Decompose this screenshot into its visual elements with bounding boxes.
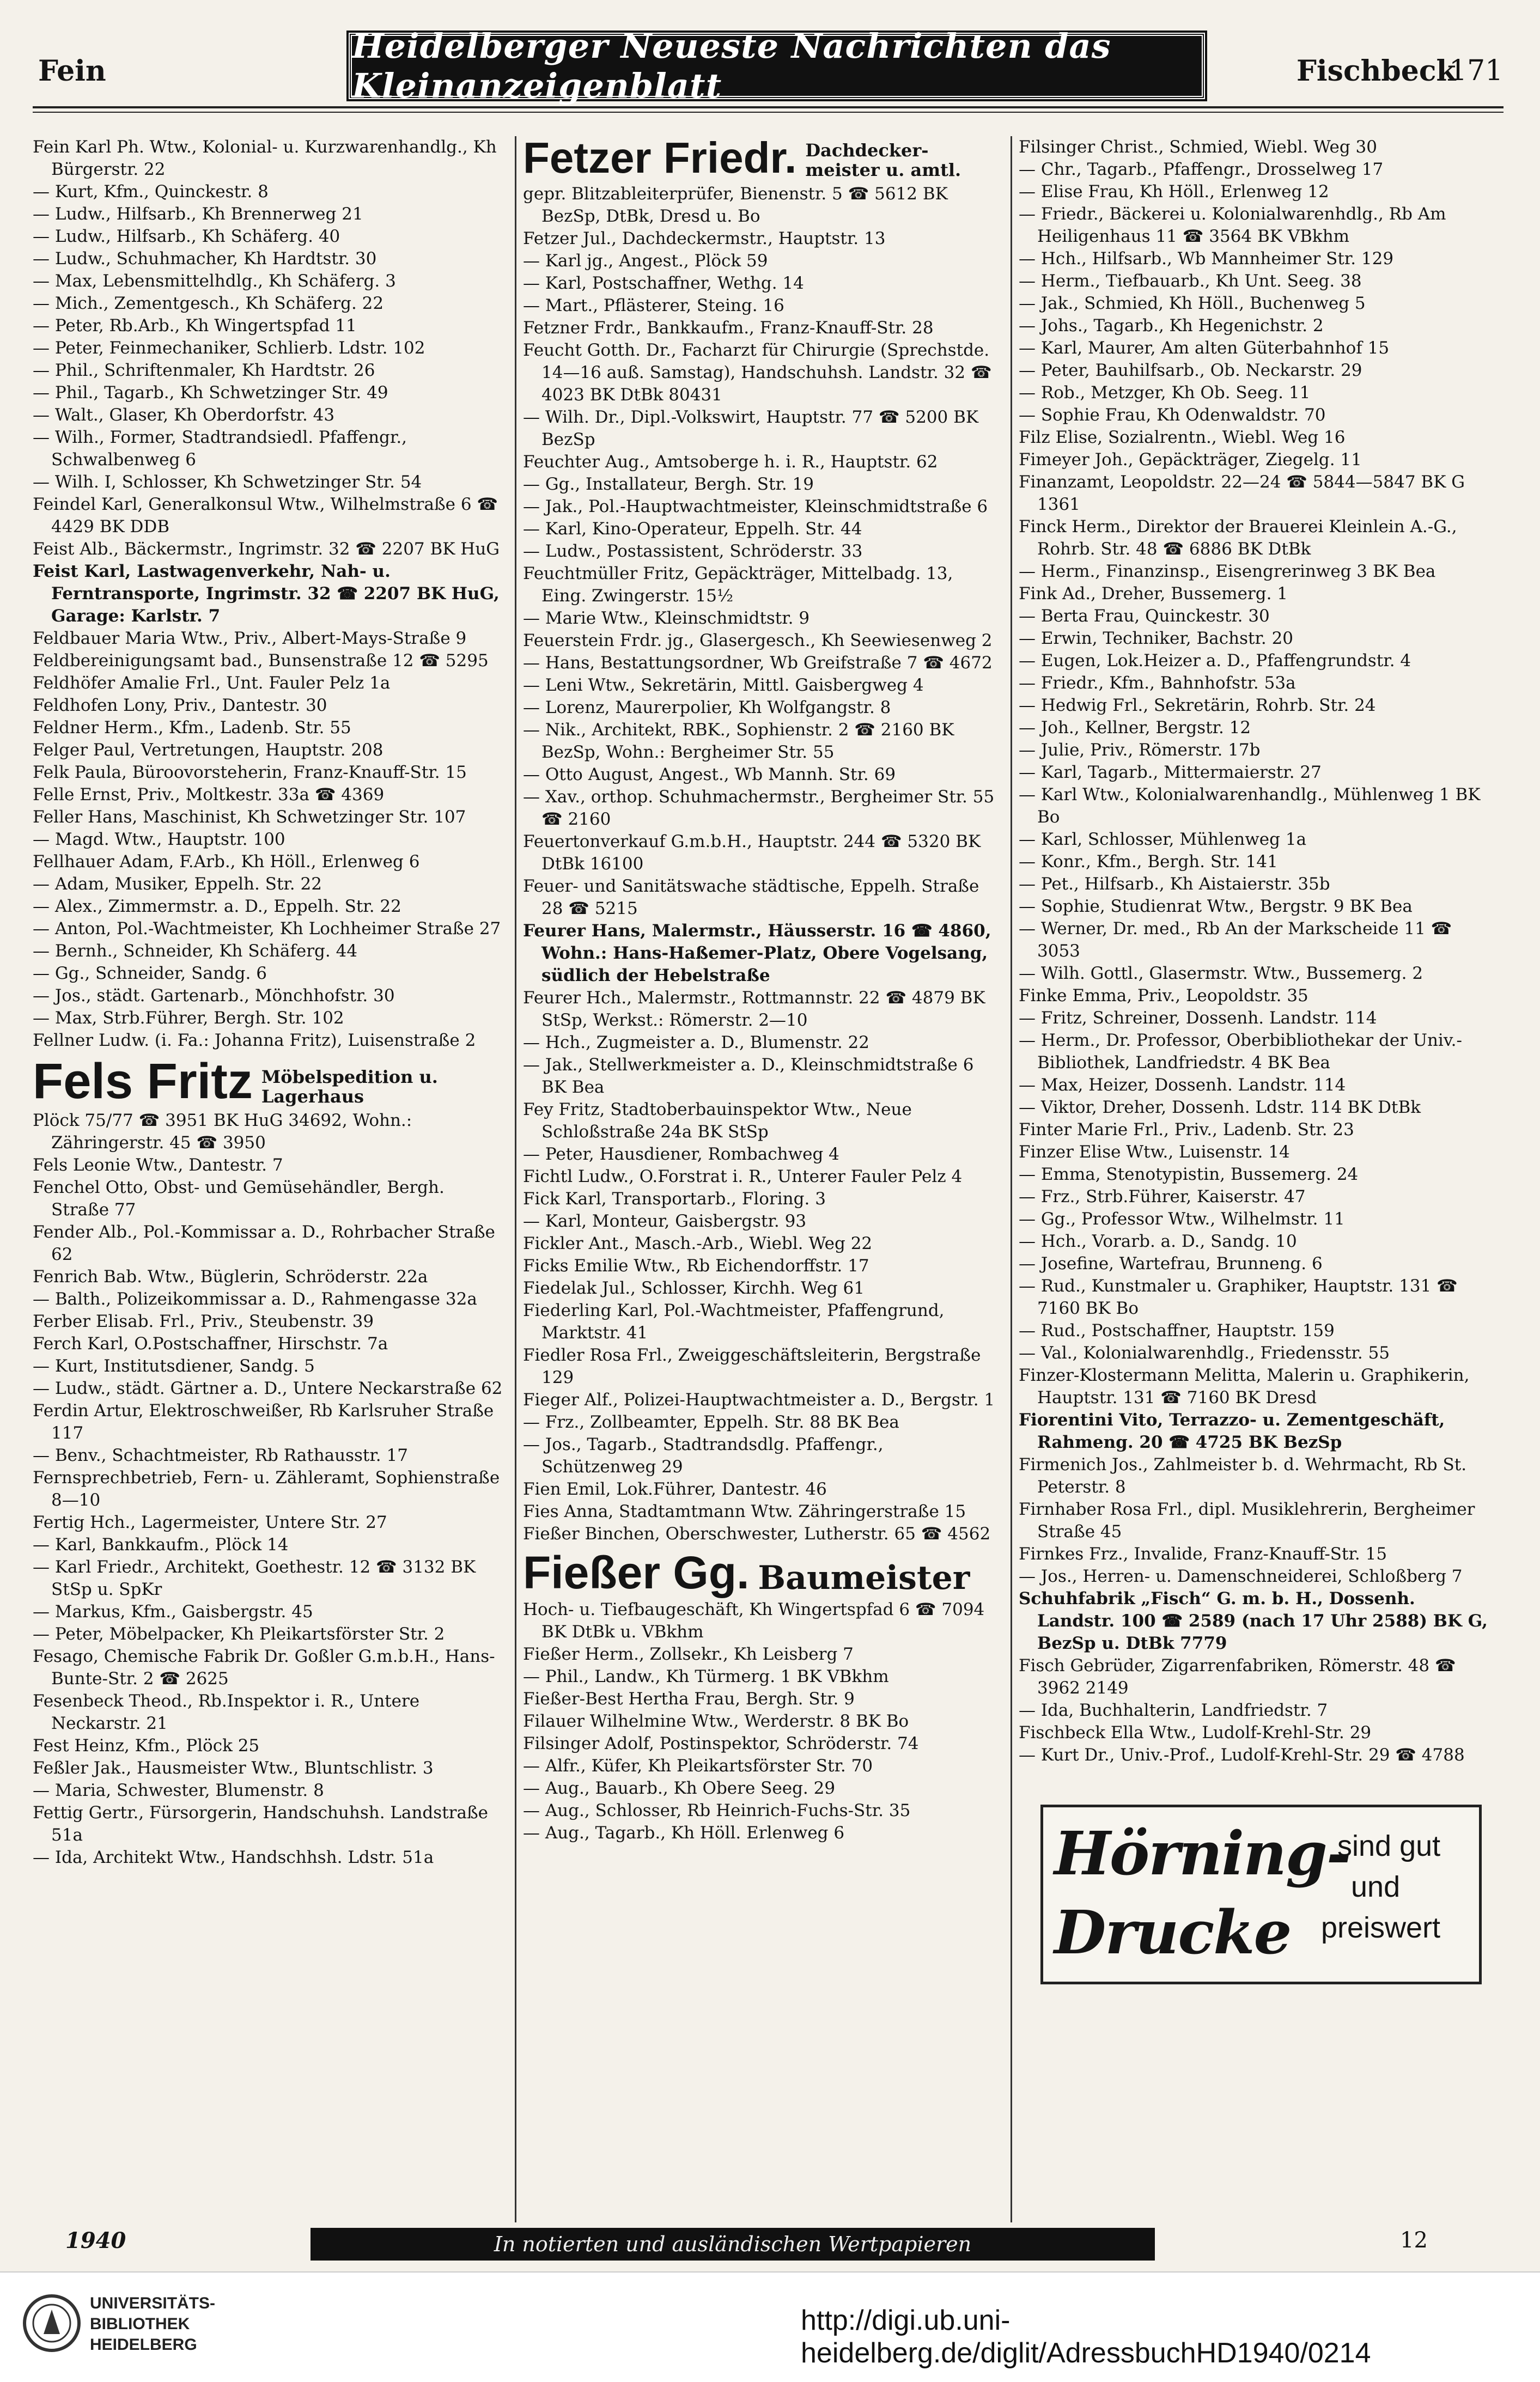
- directory-entry: — Herm., Tiefbauarb., Kh Unt. Seeg. 38: [1019, 271, 1362, 291]
- directory-entry: — Fritz, Schreiner, Dossenh. Landstr. 114: [1019, 1008, 1377, 1028]
- directory-entry: Fisch Gebrüder, Zigarrenfabriken, Römerstr. 48 ☎ 3962 2149: [1019, 1656, 1456, 1698]
- directory-entry: Fey Fritz, Stadtoberbauinspektor Wtw., Neue Schloßstraße 24a BK StSp: [523, 1100, 912, 1142]
- directory-entry: Fiederling Karl, Pol.-Wachtmeister, Pfaffengrund, Marktstr. 41: [523, 1301, 945, 1343]
- directory-entry: Ferch Karl, O.Postschaffner, Hirschstr. 7a: [33, 1334, 388, 1354]
- directory-entry: Feuertonverkauf G.m.b.H., Hauptstr. 244 ☎ 5320 BK DtBk 16100: [523, 832, 981, 874]
- directory-entry: — Leni Wtw., Sekretärin, Mittl. Gaisbergweg 4: [523, 675, 924, 695]
- directory-entry: — Peter, Bauhilfsarb., Ob. Neckarstr. 29: [1019, 361, 1362, 380]
- directory-entry: — Konr., Kfm., Bergh. Str. 141: [1019, 852, 1278, 872]
- directory-entry: Fels Leonie Wtw., Dantestr. 7: [33, 1155, 283, 1175]
- directory-entry: — Karl, Tagarb., Mittermaierstr. 27: [1019, 763, 1322, 782]
- directory-entry: — Gg., Schneider, Sandg. 6: [33, 964, 267, 983]
- directory-entry: — Karl, Maurer, Am alten Güterbahnhof 15: [1019, 338, 1390, 358]
- directory-entry: Finzer Elise Wtw., Luisenstr. 14: [1019, 1142, 1290, 1162]
- header-left-word: Fein: [38, 54, 106, 88]
- directory-entry: Fießer Binchen, Oberschwester, Lutherstr. 65 ☎ 4562: [523, 1524, 991, 1544]
- directory-entry: Fesago, Chemische Fabrik Dr. Goßler G.m.b.H., Hans-Bunte-Str. 2 ☎ 2625: [33, 1647, 495, 1689]
- footer-year: 1940: [65, 2228, 126, 2253]
- directory-entry: Fickler Ant., Masch.-Arb., Wiebl. Weg 22: [523, 1234, 873, 1253]
- header-rule-thin: [33, 112, 1504, 113]
- directory-entry: Fichtl Ludw., O.Forstrat i. R., Unterer Fauler Pelz 4: [523, 1167, 963, 1186]
- directory-entry: Fenrich Bab. Wtw., Büglerin, Schröderstr. 22a: [33, 1267, 428, 1287]
- fetzer-name: Fetzer Friedr.: [523, 133, 797, 182]
- directory-entry: Fien Emil, Lok.Führer, Dantestr. 46: [523, 1479, 827, 1499]
- directory-entry: — Val., Kolonialwarenhdlg., Friedensstr. 55: [1019, 1343, 1390, 1363]
- directory-entry: Feist Karl, Lastwagenverkehr, Nah- u. Ferntransporte, Ingrimstr. 32 ☎ 2207 BK HuG, Garage: Karlstr. 7: [33, 562, 500, 626]
- directory-entry: Fießer Herm., Zollsekr., Kh Leisberg 7: [523, 1644, 854, 1664]
- directory-entry: — Johs., Tagarb., Kh Hegenichstr. 2: [1019, 316, 1324, 336]
- directory-entry: — Karl, Bankkaufm., Plöck 14: [33, 1535, 289, 1555]
- directory-entry: — Max, Strb.Führer, Bergh. Str. 102: [33, 1008, 344, 1028]
- directory-entry: — Kurt, Institutsdiener, Sandg. 5: [33, 1356, 315, 1376]
- header-page-number: 171: [1449, 54, 1504, 87]
- hoerning-ad-word1: Hörning-: [1054, 1818, 1350, 1888]
- directory-entry: — Rud., Postschaffner, Hauptstr. 159: [1019, 1321, 1335, 1341]
- directory-entry: Feucht Gotth. Dr., Facharzt für Chirurgie (Sprechstde. 14—16 auß. Samstag), Handschuhsh. Landstr. 32 ☎ 4023 BK DtBk 80431: [523, 340, 992, 405]
- directory-entry: — Magd. Wtw., Hauptstr. 100: [33, 830, 285, 849]
- directory-entry: Feller Hans, Maschinist, Kh Schwetzinger Str. 107: [33, 807, 466, 827]
- directory-entry: Finanzamt, Leopoldstr. 22—24 ☎ 5844—5847 BK G 1361: [1019, 472, 1465, 514]
- directory-entry: Felk Paula, Büroovorsteherin, Franz-Knauff-Str. 15: [33, 763, 467, 782]
- page-header: [33, 16, 1504, 106]
- directory-entry: Fetzer Jul., Dachdeckermstr., Hauptstr. 13: [523, 229, 886, 248]
- column-3-entries: [1019, 136, 1493, 1766]
- fels-fritz-sub-line2: Lagerhaus: [261, 1086, 364, 1107]
- directory-entry: — Phil., Landw., Kh Türmerg. 1 BK VBkhm: [523, 1667, 889, 1686]
- column-2: [523, 133, 997, 1844]
- directory-entry: — Gg., Installateur, Bergh. Str. 19: [523, 474, 814, 494]
- directory-entry: — Adam, Musiker, Eppelh. Str. 22: [33, 874, 322, 894]
- directory-entry: Plöck 75/77 ☎ 3951 BK HuG 34692, Wohn.: Zähringerstr. 45 ☎ 3950: [33, 1111, 412, 1153]
- directory-entry: Fernsprechbetrieb, Fern- u. Zähleramt, Sophienstraße 8—10: [33, 1468, 500, 1510]
- directory-entry: Feuchtmüller Fritz, Gepäckträger, Mittelbadg. 13, Eing. Zwingerstr. 15½: [523, 564, 953, 606]
- directory-entry: — Emma, Stenotypistin, Bussemerg. 24: [1019, 1165, 1359, 1184]
- directory-entry: — Rud., Kunstmaler u. Graphiker, Hauptstr. 131 ☎ 7160 BK Bo: [1019, 1276, 1458, 1318]
- directory-entry: Felle Ernst, Priv., Moltkestr. 33a ☎ 4369: [33, 785, 385, 805]
- directory-entry: Fiedler Rosa Frl., Zweiggeschäftsleiterin, Bergstraße 129: [523, 1345, 981, 1387]
- directory-entry: Feldhofen Lony, Priv., Dantestr. 30: [33, 696, 327, 715]
- directory-entry: — Herm., Finanzinsp., Eisengrerinweg 3 BK Bea: [1019, 562, 1436, 581]
- directory-entry: — Karl, Postschaffner, Wethg. 14: [523, 273, 804, 293]
- directory-entry: gepr. Blitzableiterprüfer, Bienenstr. 5 ☎ 5612 BK BezSp, DtBk, Dresd u. Bo: [523, 184, 948, 226]
- directory-entry: — Kurt, Kfm., Quinckestr. 8: [33, 182, 269, 202]
- hoerning-ad: [1040, 1805, 1482, 1984]
- directory-entry: — Julie, Priv., Römerstr. 17b: [1019, 740, 1261, 760]
- directory-entry: — Jos., Herren- u. Damenschneiderei, Schloßberg 7: [1019, 1567, 1463, 1586]
- directory-entry: — Xav., orthop. Schuhmachermstr., Bergheimer Str. 55 ☎ 2160: [523, 787, 995, 829]
- column-2-entries-a: [523, 183, 997, 1545]
- directory-entry: Fertig Hch., Lagermeister, Untere Str. 27: [33, 1513, 387, 1532]
- column-divider-2: [1011, 136, 1012, 2222]
- directory-entry: Fies Anna, Stadtamtmann Wtw. Zähringerstraße 15: [523, 1502, 966, 1521]
- directory-entry: — Karl Wtw., Kolonialwarenhandlg., Mühlenweg 1 BK Bo: [1019, 785, 1481, 827]
- directory-entry: — Alfr., Küfer, Kh Pleikartsförster Str. 70: [523, 1756, 873, 1776]
- directory-entry: — Jos., Tagarb., Stadtrandsdlg. Pfaffengr., Schützenweg 29: [523, 1435, 884, 1477]
- directory-entry: Feist Alb., Bäckermstr., Ingrimstr. 32 ☎ 2207 BK HuG: [33, 539, 500, 559]
- directory-entry: Feurer Hch., Malermstr., Rottmannstr. 22 ☎ 4879 BK StSp, Werkst.: Römerstr. 2—10: [523, 988, 985, 1030]
- directory-entry: — Markus, Kfm., Gaisbergstr. 45: [33, 1602, 313, 1622]
- directory-entry: — Sophie, Studienrat Wtw., Bergstr. 9 BK Bea: [1019, 897, 1413, 916]
- directory-entry: Ficks Emilie Wtw., Rb Eichendorffstr. 17: [523, 1256, 869, 1276]
- directory-entry: Filz Elise, Sozialrentn., Wiebl. Weg 16: [1019, 428, 1346, 447]
- directory-entry: — Ludw., Postassistent, Schröderstr. 33: [523, 541, 863, 561]
- directory-entry: — Jak., Schmied, Kh Höll., Buchenweg 5: [1019, 294, 1366, 313]
- directory-entry: — Peter, Möbelpacker, Kh Pleikartsförster Str. 2: [33, 1624, 445, 1644]
- directory-entry: Finck Herm., Direktor der Brauerei Kleinlein A.-G., Rohrb. Str. 48 ☎ 6886 BK DtBk: [1019, 517, 1457, 559]
- directory-entry: — Mich., Zementgesch., Kh Schäferg. 22: [33, 294, 384, 313]
- directory-entry: — Werner, Dr. med., Rb An der Markscheide 11 ☎ 3053: [1019, 919, 1452, 961]
- directory-entry: — Benv., Schachtmeister, Rb Rathausstr. 17: [33, 1446, 408, 1465]
- directory-entry: Fiorentini Vito, Terrazzo- u. Zementgeschäft, Rahmeng. 20 ☎ 4725 BK BezSp: [1019, 1410, 1445, 1452]
- directory-entry: — Alex., Zimmermstr. a. D., Eppelh. Str. 22: [33, 897, 401, 916]
- library-name-line3: HEIDELBERG: [90, 2336, 197, 2354]
- directory-entry: Felger Paul, Vertretungen, Hauptstr. 208: [33, 740, 384, 760]
- directory-entry: — Balth., Polizeikommissar a. D., Rahmengasse 32a: [33, 1289, 477, 1309]
- fiesser-ad: [523, 1547, 997, 1598]
- directory-entry: — Viktor, Dreher, Dossenh. Ldstr. 114 BK DtBk: [1019, 1098, 1421, 1117]
- column-3: [1019, 136, 1493, 1984]
- directory-entry: Ferber Elisab. Frl., Priv., Steubenstr. 39: [33, 1312, 374, 1331]
- directory-entry: — Wilh. Dr., Dipl.-Volkswirt, Hauptstr. 77 ☎ 5200 BK BezSp: [523, 407, 979, 449]
- header-banner: Heidelberger Neueste Nachrichten das Kleinanzeigenblatt: [349, 33, 1205, 99]
- source-url-link[interactable]: http://digi.ub.uni-heidelberg.de/diglit/AdressbuchHD1940/0214: [801, 2305, 1371, 2369]
- directory-entry: Fimeyer Joh., Gepäckträger, Ziegelg. 11: [1019, 450, 1362, 470]
- directory-entry: — Karl jg., Angest., Plöck 59: [523, 251, 768, 271]
- directory-entry: Fiedelak Jul., Schlosser, Kirchh. Weg 61: [523, 1278, 865, 1298]
- directory-entry: — Rob., Metzger, Kh Ob. Seeg. 11: [1019, 383, 1311, 403]
- directory-entry: Fetzner Frdr., Bankkaufm., Franz-Knauff-Str. 28: [523, 318, 934, 338]
- directory-entry: Fesenbeck Theod., Rb.Inspektor i. R., Untere Neckarstr. 21: [33, 1691, 420, 1733]
- directory-entry: — Pet., Hilfsarb., Kh Aistaierstr. 35b: [1019, 874, 1330, 894]
- directory-entry: — Jos., städt. Gartenarb., Mönchhofstr. 30: [33, 986, 395, 1006]
- directory-entry: — Joh., Kellner, Bergstr. 12: [1019, 718, 1251, 738]
- directory-entry: Ferdin Artur, Elektroschweißer, Rb Karlsruher Straße 117: [33, 1401, 494, 1443]
- directory-entry: Fenchel Otto, Obst- und Gemüsehändler, Bergh. Straße 77: [33, 1178, 445, 1220]
- directory-entry: — Ludw., Hilfsarb., Kh Schäferg. 40: [33, 227, 340, 246]
- directory-entry: Feldbereinigungsamt bad., Bunsenstraße 12 ☎ 5295: [33, 651, 489, 671]
- header-rule: [33, 106, 1504, 108]
- fels-fritz-ad: [33, 1053, 507, 1109]
- directory-entry: — Josefine, Wartefrau, Brunneng. 6: [1019, 1254, 1323, 1274]
- directory-entry: Feßler Jak., Hausmeister Wtw., Bluntschlistr. 3: [33, 1758, 434, 1778]
- directory-entry: — Hedwig Frl., Sekretärin, Rohrb. Str. 24: [1019, 696, 1376, 715]
- directory-entry: Fießer-Best Hertha Frau, Bergh. Str. 9: [523, 1689, 855, 1709]
- directory-entry: — Peter, Rb.Arb., Kh Wingertspfad 11: [33, 316, 357, 336]
- directory-entry: — Jak., Stellwerkmeister a. D., Kleinschmidtstraße 6 BK Bea: [523, 1055, 974, 1097]
- directory-entry: — Sophie Frau, Kh Odenwaldstr. 70: [1019, 405, 1326, 425]
- directory-entry: — Anton, Pol.-Wachtmeister, Kh Lochheimer Straße 27: [33, 919, 501, 939]
- directory-entry: — Wilh., Former, Stadtrandsiedl. Pfaffengr., Schwalbenweg 6: [33, 428, 407, 470]
- directory-entry: Feurer Hans, Malermstr., Häusserstr. 16 ☎ 4860, Wohn.: Hans-Haßemer-Platz, Obere Vogelsang, südlich der Hebelstraße: [523, 921, 991, 985]
- directory-entry: — Ludw., städt. Gärtner a. D., Untere Neckarstraße 62: [33, 1379, 503, 1398]
- directory-entry: Schuhfabrik „Fisch“ G. m. b. H., Dossenh. Landstr. 100 ☎ 2589 (nach 17 Uhr 2588) BK G, BezSp u. DtBk 7779: [1019, 1589, 1488, 1653]
- column-1-entries-a: [33, 136, 507, 1052]
- directory-entry: — Kurt Dr., Univ.-Prof., Ludolf-Krehl-Str. 29 ☎ 4788: [1019, 1745, 1465, 1765]
- directory-entry: Fieger Alf., Polizei-Hauptwachtmeister a. D., Bergstr. 1: [523, 1390, 995, 1410]
- directory-entry: — Friedr., Kfm., Bahnhofstr. 53a: [1019, 673, 1296, 693]
- directory-entry: — Ludw., Hilfsarb., Kh Brennerweg 21: [33, 204, 363, 224]
- directory-entry: Feldhöfer Amalie Frl., Unt. Fauler Pelz 1a: [33, 673, 391, 693]
- directory-entry: — Marie Wtw., Kleinschmidtstr. 9: [523, 608, 810, 628]
- directory-entry: — Walt., Glaser, Kh Oberdorfstr. 43: [33, 405, 335, 425]
- fiesser-sub: Baumeister: [758, 1559, 970, 1597]
- fels-fritz-name: Fels Fritz: [33, 1053, 253, 1109]
- fiesser-name: Fießer Gg.: [523, 1547, 750, 1598]
- directory-entry: Feldner Herm., Kfm., Ladenb. Str. 55: [33, 718, 351, 738]
- directory-entry: — Aug., Schlosser, Rb Heinrich-Fuchs-Str. 35: [523, 1801, 911, 1820]
- directory-entry: — Aug., Bauarb., Kh Obere Seeg. 29: [523, 1778, 836, 1798]
- directory-entry: — Friedr., Bäckerei u. Kolonialwarenhdlg., Rb Am Heiligenhaus 11 ☎ 3564 BK VBkhm: [1019, 204, 1446, 246]
- directory-entry: — Chr., Tagarb., Pfaffengr., Drosselweg 17: [1019, 160, 1384, 179]
- fetzer-sub-line1: Dachdecker-: [805, 140, 929, 161]
- directory-entry: — Karl, Monteur, Gaisbergstr. 93: [523, 1211, 807, 1231]
- directory-entry: — Erwin, Techniker, Bachstr. 20: [1019, 629, 1294, 648]
- directory-entry: — Lorenz, Maurerpolier, Kh Wolfgangstr. 8: [523, 698, 891, 717]
- fels-fritz-sub: [261, 1067, 438, 1106]
- directory-entry: — Maria, Schwester, Blumenstr. 8: [33, 1781, 324, 1800]
- directory-entry: Hoch- u. Tiefbaugeschäft, Kh Wingertspfad 6 ☎ 7094 BK DtBk u. VBkhm: [523, 1600, 985, 1642]
- directory-entry: — Karl Friedr., Architekt, Goethestr. 12 ☎ 3132 BK StSp u. SpKr: [33, 1557, 476, 1599]
- directory-entry: Feuchter Aug., Amtsoberge h. i. R., Hauptstr. 62: [523, 452, 938, 472]
- directory-entry: Finzer-Klostermann Melitta, Malerin u. Graphikerin, Hauptstr. 131 ☎ 7160 BK Dresd: [1019, 1366, 1470, 1408]
- directory-entry: Feuerstein Frdr. jg., Glasergesch., Kh Seewiesenweg 2: [523, 631, 993, 650]
- directory-entry: — Karl, Schlosser, Mühlenweg 1a: [1019, 830, 1307, 849]
- directory-entry: — Phil., Schriftenmaler, Kh Hardtstr. 26: [33, 361, 375, 380]
- directory-entry: — Phil., Tagarb., Kh Schwetzinger Str. 49: [33, 383, 388, 403]
- directory-entry: — Frz., Zollbeamter, Eppelh. Str. 88 BK Bea: [523, 1412, 899, 1432]
- directory-entry: Feldbauer Maria Wtw., Priv., Albert-Mays-Straße 9: [33, 629, 467, 648]
- directory-entry: — Hch., Vorarb. a. D., Sandg. 10: [1019, 1232, 1297, 1251]
- directory-entry: — Otto August, Angest., Wb Mannh. Str. 69: [523, 765, 896, 784]
- directory-entry: — Mart., Pflästerer, Steing. 16: [523, 296, 784, 315]
- directory-entry: — Wilh. Gottl., Glasermstr. Wtw., Bussemerg. 2: [1019, 964, 1423, 983]
- directory-entry: — Peter, Hausdiener, Rombachweg 4: [523, 1144, 839, 1164]
- fels-fritz-sub-line1: Möbelspedition u.: [261, 1067, 438, 1087]
- directory-entry: — Ida, Buchhalterin, Landfriedstr. 7: [1019, 1701, 1328, 1720]
- directory-entry: — Aug., Tagarb., Kh Höll. Erlenweg 6: [523, 1823, 845, 1843]
- directory-entry: Firnkes Frz., Invalide, Franz-Knauff-Str. 15: [1019, 1544, 1387, 1564]
- directory-entry: Fellner Ludw. (i. Fa.: Johanna Fritz), Luisenstraße 2: [33, 1031, 476, 1050]
- directory-entry: Fischbeck Ella Wtw., Ludolf-Krehl-Str. 29: [1019, 1723, 1372, 1743]
- directory-entry: — Wilh. I, Schlosser, Kh Schwetzinger Str. 54: [33, 472, 422, 492]
- directory-entry: — Max, Lebensmittelhdlg., Kh Schäferg. 3: [33, 271, 396, 291]
- column-1-entries-b: [33, 1110, 507, 1869]
- directory-entry: — Nik., Architekt, RBK., Sophienstr. 2 ☎ 2160 BK BezSp, Wohn.: Bergheimer Str. 55: [523, 720, 954, 762]
- directory-entry: — Max, Heizer, Dossenh. Landstr. 114: [1019, 1075, 1346, 1095]
- directory-entry: Filsinger Adolf, Postinspektor, Schröderstr. 74: [523, 1734, 919, 1753]
- directory-entry: — Berta Frau, Quinckestr. 30: [1019, 606, 1270, 626]
- directory-entry: — Bernh., Schneider, Kh Schäferg. 44: [33, 941, 358, 961]
- directory-entry: Fettig Gertr., Fürsorgerin, Handschuhsh. Landstraße 51a: [33, 1803, 489, 1845]
- directory-entry: — Gg., Professor Wtw., Wilhelmstr. 11: [1019, 1209, 1345, 1229]
- directory-entry: — Hans, Bestattungsordner, Wb Greifstraße 7 ☎ 4672: [523, 653, 993, 673]
- directory-entry: — Herm., Dr. Professor, Oberbibliothekar der Univ.-Bibliothek, Landfriedstr. 4 BK Bea: [1019, 1031, 1463, 1073]
- directory-entry: Feindel Karl, Generalkonsul Wtw., Wilhelmstraße 6 ☎ 4429 BK DDB: [33, 495, 498, 537]
- hoerning-ad-line2: und: [1351, 1871, 1401, 1903]
- footer-page-number: 12: [1400, 2228, 1428, 2253]
- directory-entry: — Ida, Architekt Wtw., Handschhsh. Ldstr. 51a: [33, 1848, 434, 1867]
- column-2-entries-b: [523, 1599, 997, 1844]
- column-divider-1: [515, 136, 516, 2222]
- directory-entry: — Elise Frau, Kh Höll., Erlenweg 12: [1019, 182, 1329, 202]
- fetzer-sub-line2: meister u. amtl.: [805, 160, 961, 180]
- directory-entry: Fink Ad., Dreher, Bussemerg. 1: [1019, 584, 1288, 604]
- directory-entry: Finter Marie Frl., Priv., Ladenb. Str. 23: [1019, 1120, 1354, 1140]
- directory-entry: Filsinger Christ., Schmied, Wiebl. Weg 30: [1019, 137, 1377, 157]
- directory-entry: Fest Heinz, Kfm., Plöck 25: [33, 1736, 260, 1756]
- directory-entry: — Karl, Kino-Operateur, Eppelh. Str. 44: [523, 519, 862, 539]
- footer-banner: In notierten und ausländischen Wertpapieren: [311, 2228, 1155, 2261]
- directory-entry: — Eugen, Lok.Heizer a. D., Pfaffengrundstr. 4: [1019, 651, 1411, 671]
- directory-entry: Firnhaber Rosa Frl., dipl. Musiklehrerin, Bergheimer Straße 45: [1019, 1500, 1475, 1542]
- directory-entry: Fein Karl Ph. Wtw., Kolonial- u. Kurzwarenhandlg., Kh Bürgerstr. 22: [33, 137, 497, 179]
- directory-entry: Feuer- und Sanitätswache städtische, Eppelh. Straße 28 ☎ 5215: [523, 876, 979, 918]
- library-name-line1: UNIVERSITÄTS-: [90, 2294, 216, 2312]
- directory-entry: Fellhauer Adam, F.Arb., Kh Höll., Erlenweg 6: [33, 852, 420, 872]
- hoerning-ad-line3: preiswert: [1321, 1911, 1441, 1944]
- directory-entry: Fender Alb., Pol.-Kommissar a. D., Rohrbacher Straße 62: [33, 1222, 495, 1264]
- fetzer-ad: [523, 133, 997, 182]
- directory-entry: — Jak., Pol.-Hauptwachtmeister, Kleinschmidtstraße 6: [523, 497, 988, 516]
- library-name-line2: BIBLIOTHEK: [90, 2315, 190, 2333]
- hoerning-ad-word2: Drucke: [1054, 1897, 1291, 1967]
- directory-entry: — Hch., Zugmeister a. D., Blumenstr. 22: [523, 1033, 869, 1052]
- fetzer-sub: [805, 141, 961, 180]
- column-1: [33, 136, 507, 1869]
- directory-entry: — Frz., Strb.Führer, Kaiserstr. 47: [1019, 1187, 1306, 1207]
- directory-entry: — Ludw., Schuhmacher, Kh Hardtstr. 30: [33, 249, 377, 269]
- header-right-word: Fischbeck: [1296, 54, 1456, 88]
- hoerning-ad-line1: sind gut: [1337, 1830, 1441, 1862]
- directory-entry: Finke Emma, Priv., Leopoldstr. 35: [1019, 986, 1308, 1006]
- directory-entry: Fick Karl, Transportarb., Floring. 3: [523, 1189, 826, 1209]
- directory-entry: — Hch., Hilfsarb., Wb Mannheimer Str. 129: [1019, 249, 1394, 269]
- directory-entry: Firmenich Jos., Zahlmeister b. d. Wehrmacht, Rb St. Peterstr. 8: [1019, 1455, 1467, 1497]
- directory-entry: — Peter, Feinmechaniker, Schlierb. Ldstr. 102: [33, 338, 425, 358]
- directory-entry: Filauer Wilhelmine Wtw., Werderstr. 8 BK Bo: [523, 1711, 909, 1731]
- university-seal-icon: [22, 2293, 82, 2353]
